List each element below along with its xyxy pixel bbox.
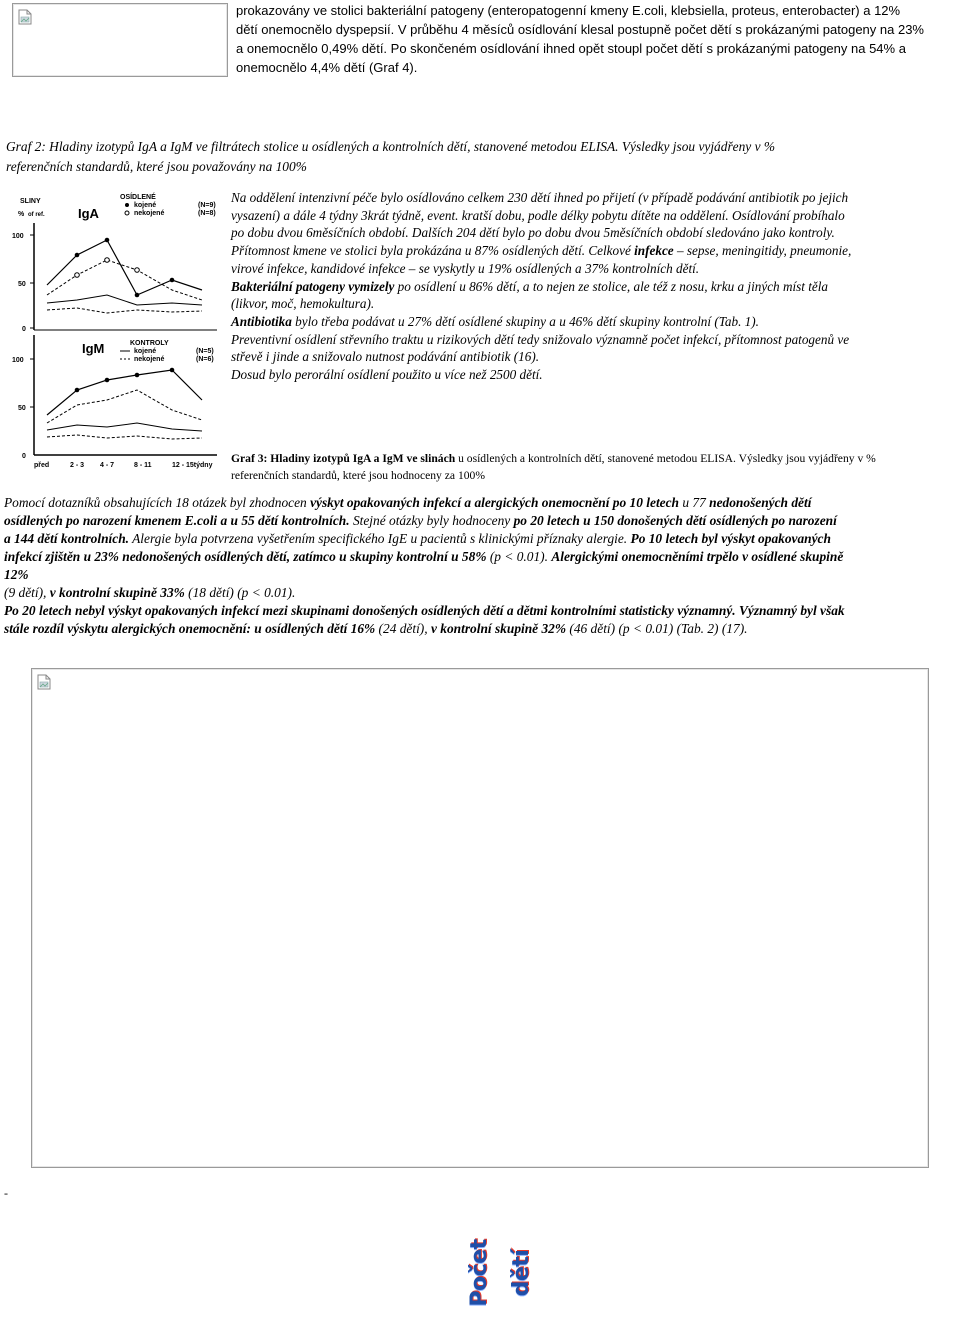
graf3-ofref-label: of ref. xyxy=(28,212,45,218)
rc-line-3: po dobu dvou 6měsíčních období. Dalších 204 dětí bylo po dobu dvou 5měsíčních období sledováno jako kontroly. xyxy=(231,225,835,241)
graf2-caption-line-1: Graf 2: Hladiny izotypů IgA a IgM ve filtrátech stolice u osídlených a kontrolních dětí, stanovené metodou ELISA. Výsledky jsou vyjádřeny v % xyxy=(6,139,776,154)
mid-l3b: Alergie byla potvrzena vyšetřením specifického IgE u pacientů s klinickými příznaky alergie. xyxy=(129,531,631,546)
graf3-figure xyxy=(12,185,230,475)
logo-text: Počet dětí xyxy=(467,1239,534,1307)
mid-l3a: a 144 dětí kontrolních. xyxy=(4,531,129,546)
graf3-n9-label: (N=9) xyxy=(198,202,216,209)
graf3-x-pred: před xyxy=(34,462,50,469)
mid-line-1 xyxy=(4,494,958,512)
graf3-x-811: 8 - 11 xyxy=(134,462,152,469)
graf3-y50-upper: 50 xyxy=(18,281,26,288)
mid-l1c: u 77 xyxy=(679,495,710,510)
rc-line-4 xyxy=(231,242,957,260)
right-column-text xyxy=(231,189,957,384)
graf3-n6-label: (N=6) xyxy=(196,356,214,363)
broken-image-icon xyxy=(37,674,51,690)
graf2-caption xyxy=(6,137,956,177)
mid-l3c: Po 10 letech byl výskyt opakovaných xyxy=(630,531,831,546)
broken-image-icon xyxy=(18,9,32,25)
graf3-caption-line-2: referenčních standardů, které jsou hodnoceny za 100% xyxy=(231,469,485,482)
footer-dash: - xyxy=(4,1186,8,1200)
intro-line-1: prokazovány ve stolici bakteriální patogeny (enteropatogenní kmeny E.coli, klebsiella, proteus, enterobacter) a 12% xyxy=(236,3,901,18)
rc-antibiotika-rest: bylo třeba podávat u 27% dětí osídlené skupiny a u 46% dětí skupiny kontrolní (Tab. 1). xyxy=(291,313,759,329)
mid-l4a: infekcí zjištěn u 23% nedonošených osídlených dětí, zatímco u skupiny kontrolní u 58% xyxy=(4,549,487,564)
rc-line-9: Preventivní osídlení střevního traktu u rizikových dětí tedy snižovalo významně počet infekcí, přítomnost patogenů ve xyxy=(231,331,850,347)
mid-line-6 xyxy=(4,584,958,602)
intro-paragraph xyxy=(236,1,956,77)
rc-line-8 xyxy=(231,313,957,331)
graf3-y100-upper: 100 xyxy=(12,233,24,240)
graf2-caption-line-2: referenčních standardů, které jsou považovány na 100% xyxy=(6,159,307,174)
mid-l1d: nedonošených dětí xyxy=(709,495,812,510)
mid-line-2 xyxy=(4,512,958,530)
mid-l1b: výskyt opakovaných infekcí a alergických onemocnění po 10 letech xyxy=(310,495,679,510)
mid-l6a: (9 dětí), xyxy=(4,585,50,600)
mid-l4b: (p < 0.01). xyxy=(486,549,552,564)
mid-line-5 xyxy=(4,566,958,584)
mid-l2b: Stejné otázky byly hodnoceny xyxy=(349,513,514,528)
top-image-placeholder xyxy=(12,3,228,77)
mid-l5: 12% xyxy=(4,567,29,582)
mid-l8b: (24 dětí), xyxy=(375,621,431,636)
graf3-nekojene1-label: nekojené xyxy=(134,210,165,217)
graf3-igm-label: IgM xyxy=(82,341,105,356)
mid-l8a: stále rozdíl výskytu alergických onemocnění: u osídlených dětí 16% xyxy=(4,621,376,636)
graf3-sliny-label: SLINY xyxy=(20,198,41,205)
intro-line-4: onemocnělo 4,4% dětí (Graf 4). xyxy=(236,60,418,75)
mid-l2a: osídlených po narození kmenem E.coli a u 55 dětí kontrolních. xyxy=(4,513,350,528)
graf3-pct-label: % xyxy=(18,211,25,218)
graf3-caption-rest: u osídlených a kontrolních dětí, stanovené metodou ELISA. Výsledky jsou vyjádřeny v % xyxy=(455,452,876,465)
mid-l7a: Po 20 letech nebyl výskyt opakovaných infekcí mezi skupinami donošených osídlených dětí a dětmi kontrolními statisticky významný. xyxy=(4,603,736,618)
graf3-x-1215: 12 - 15týdny xyxy=(172,462,213,469)
mid-line-3 xyxy=(4,530,958,548)
rc-line-5: virové infekce, kandidové infekce – se vyskytly u 19% osídlených a 37% kontrolních dětí. xyxy=(231,260,700,276)
mid-l7b: Významný byl však xyxy=(735,603,845,618)
mid-line-8 xyxy=(4,620,958,638)
mid-line-4 xyxy=(4,548,958,566)
graf3-n8-label: (N=8) xyxy=(198,210,216,217)
intro-line-2: dětí onemocnělo dyspepsií. V průběhu 4 měsíců osídlování klesal postupně počet dětí s prokázanými patogeny na 23% xyxy=(236,22,924,37)
rc-antibiotika-bold: Antibiotika xyxy=(231,313,292,329)
graf3-nekojene2-label: nekojené xyxy=(134,356,165,363)
graf3-kontroly-label: KONTROLY xyxy=(130,340,169,347)
rc-line-7: (likvor, moč, hemokultura). xyxy=(231,296,375,312)
mid-l2c: po 20 letech u 150 donošených dětí osídlených po narození xyxy=(513,513,837,528)
graf3-caption-bold: Graf 3: Hladiny izotypů IgA a IgM ve slinách xyxy=(231,452,456,465)
mid-l6b: v kontrolní skupině 33% xyxy=(49,585,185,600)
rc-infekce-bold: infekce xyxy=(634,243,674,259)
mid-l6c: (18 dětí) (p < 0.01). xyxy=(184,585,296,600)
graf3-kojene2-label: kojené xyxy=(134,348,157,355)
rc-infekce-intro: Přítomnost kmene ve stolici byla prokázána u 87% osídlených dětí. Celkové xyxy=(231,243,631,259)
rc-line-2: vysazení) a dále 4 týdny 3krát týdně, event. kratší dobu, podle délky pobytu dítěte na oddělení. Osídlování probíhalo xyxy=(231,207,845,223)
pocet-deti-logo xyxy=(459,1218,534,1328)
graf3-y50-lower: 50 xyxy=(18,405,26,412)
rc-line-10: střevě i jinde a snižovalo nutnost podávání antibiotik (16). xyxy=(231,349,540,365)
graf3-caption xyxy=(231,450,957,484)
graf3-y100-lower: 100 xyxy=(12,357,24,364)
rc-infekce-rest: – sepse, meningitidy, pneumonie, xyxy=(673,243,852,259)
intro-line-3: a onemocnělo 0,49% dětí. Po skončeném osídlování ihned opět stoupl počet dětí s prokázanými patogeny na 54% a xyxy=(236,41,906,56)
mid-l4c: Alergickými onemocněními trpělo v osídlené skupině xyxy=(551,549,844,564)
rc-line-1: Na oddělení intenzivní péče bylo osídlováno celkem 230 dětí ihned po přijetí (v případě podávání antibiotik po jejich xyxy=(231,190,849,205)
graf3-osidlene-label: OSÍDLENÉ xyxy=(120,194,156,201)
graf3-y0-upper: 0 xyxy=(22,326,26,333)
rc-patogeny-rest: po osídlení u 86% dětí, a to nejen ze stolice, ale též z nosu, krku a jiných míst těla xyxy=(394,278,829,294)
mid-line-7 xyxy=(4,602,958,620)
graf3-x-23: 2 - 3 xyxy=(70,462,85,469)
graf3-caption-line-1 xyxy=(231,450,957,467)
rc-line-11: Dosud bylo perorální osídlení použito u více než 2500 dětí. xyxy=(231,367,543,383)
graf3-x-47: 4 - 7 xyxy=(100,462,115,469)
mid-l1a: Pomocí dotazníků obsahujících 18 otázek byl zhodnocen xyxy=(4,495,311,510)
middle-paragraph xyxy=(4,494,958,638)
graf3-n5-label: (N=5) xyxy=(196,348,214,355)
mid-l8c: v kontrolní skupině 32% xyxy=(430,621,567,636)
rc-line-6 xyxy=(231,278,957,296)
large-image-placeholder xyxy=(31,668,929,1168)
graf3-iga-label: IgA xyxy=(78,206,99,221)
mid-l8d: (46 dětí) (p < 0.01) (Tab. 2) (17). xyxy=(566,621,748,636)
graf3-kojene1-label: kojené xyxy=(134,202,157,209)
graf3-y0-lower: 0 xyxy=(22,453,26,460)
rc-patogeny-bold: Bakteriální patogeny vymizely xyxy=(231,278,395,294)
